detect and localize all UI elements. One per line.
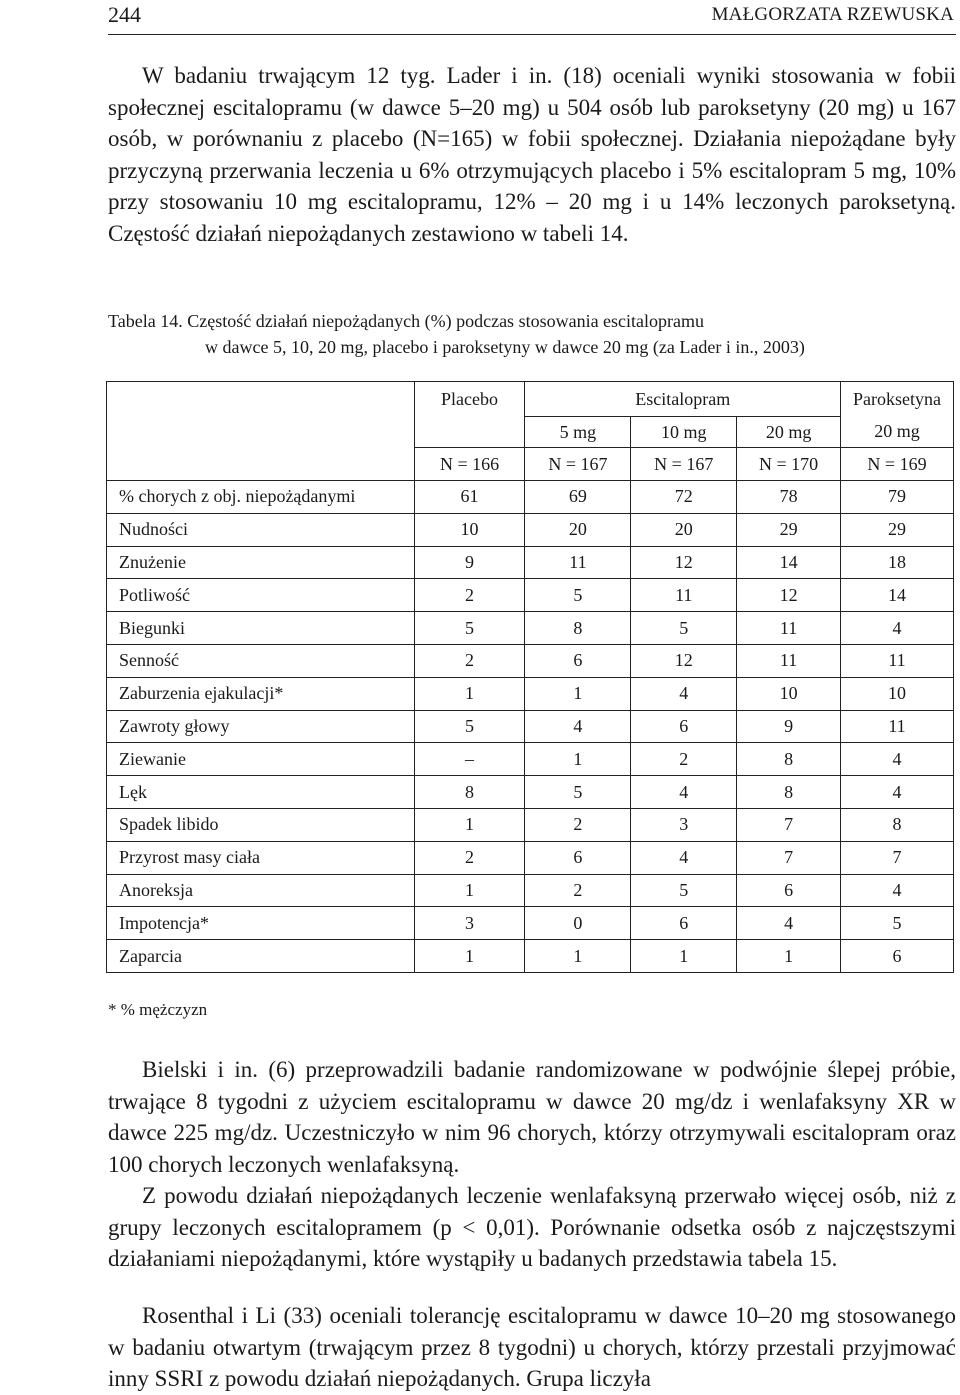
row-value: 4: [631, 776, 737, 809]
header-dose-10: 10 mg: [631, 417, 737, 448]
row-value: 2: [414, 841, 525, 874]
row-label: Senność: [107, 644, 415, 677]
row-value: 10: [841, 677, 954, 710]
table-row: [107, 677, 954, 710]
row-value: 5: [631, 874, 737, 907]
row-value: 11: [737, 644, 841, 677]
header-n-paroxetine: N = 169: [841, 448, 954, 481]
row-value: 14: [841, 579, 954, 612]
row-value: 4: [841, 612, 954, 645]
row-value: 29: [841, 513, 954, 546]
row-value: 1: [525, 940, 631, 973]
row-label: Lęk: [107, 776, 415, 809]
header-paroxetine-dose: 20 mg: [841, 417, 954, 448]
row-value: 11: [841, 710, 954, 743]
row-value: 20: [631, 513, 737, 546]
row-value: 1: [414, 874, 525, 907]
header-placebo: Placebo: [414, 382, 525, 417]
table-row: [107, 808, 954, 841]
row-value: 1: [414, 677, 525, 710]
row-label: Potliwość: [107, 579, 415, 612]
table-row: [107, 940, 954, 973]
row-label: Anoreksja: [107, 874, 415, 907]
row-value: 69: [525, 481, 631, 514]
row-label: Biegunki: [107, 612, 415, 645]
page-number: 244: [108, 2, 141, 27]
row-value: 1: [525, 677, 631, 710]
paragraph-bielski: Bielski i in. (6) przeprowadzili badanie randomizowane w podwójnie ślepej próbie, trwające 8 tygodni z użyciem escitalopramu w dawce 20 mg/dz i wenlafaksyny XR w dawce 225 mg/dz. Uczestniczyło w nim 96 chorych, którzy otrzymywali escitalopram oraz 100 chorych leczonych wenlafaksyną.: [108, 1057, 956, 1177]
row-value: 10: [414, 513, 525, 546]
table-row: [107, 513, 954, 546]
row-value: 2: [631, 743, 737, 776]
table-row: [107, 907, 954, 940]
table-caption-line-2: w dawce 5, 10, 20 mg, placebo i paroksetyny w dawce 20 mg (za Lader i in., 2003): [205, 337, 805, 357]
row-value: 12: [737, 579, 841, 612]
row-value: 6: [525, 644, 631, 677]
row-value: 11: [841, 644, 954, 677]
row-value: 4: [841, 776, 954, 809]
row-value: 4: [631, 677, 737, 710]
table-caption-line-1: Tabela 14. Częstość działań niepożądanych (%) podczas stosowania escitalopramu: [108, 311, 705, 331]
row-value: 1: [525, 743, 631, 776]
table-row: [107, 776, 954, 809]
row-label: Znużenie: [107, 546, 415, 579]
table-row: [107, 546, 954, 579]
row-value: 5: [631, 612, 737, 645]
adverse-effects-table: [106, 381, 954, 973]
row-value: 6: [737, 874, 841, 907]
row-label: Zaburzenia ejakulacji*: [107, 677, 415, 710]
row-value: 5: [414, 710, 525, 743]
running-head: MAŁGORZATA RZEWUSKA: [711, 4, 954, 25]
row-label: % chorych z obj. niepożądanymi: [107, 481, 415, 514]
row-label: Zawroty głowy: [107, 710, 415, 743]
table-body: [107, 481, 954, 973]
row-value: 12: [631, 644, 737, 677]
row-value: 79: [841, 481, 954, 514]
row-value: 8: [525, 612, 631, 645]
row-value: 8: [841, 808, 954, 841]
header-n-5: N = 167: [525, 448, 631, 481]
row-value: 10: [737, 677, 841, 710]
row-label: Przyrost masy ciała: [107, 841, 415, 874]
row-value: 2: [414, 579, 525, 612]
row-value: 6: [525, 841, 631, 874]
table-footnote: * % mężczyzn: [108, 1000, 208, 1019]
row-label: Zaparcia: [107, 940, 415, 973]
header-dose-5: 5 mg: [525, 417, 631, 448]
row-value: 1: [414, 808, 525, 841]
row-value: 2: [525, 808, 631, 841]
row-value: 5: [414, 612, 525, 645]
row-value: 5: [525, 579, 631, 612]
row-value: 8: [737, 776, 841, 809]
row-value: 5: [841, 907, 954, 940]
row-value: 6: [631, 907, 737, 940]
row-value: 72: [631, 481, 737, 514]
page-header: [0, 0, 960, 40]
header-n-placebo: N = 166: [414, 448, 525, 481]
table-row: [107, 481, 954, 514]
table-row: [107, 612, 954, 645]
row-value: 6: [841, 940, 954, 973]
row-value: 12: [631, 546, 737, 579]
row-value: 2: [525, 874, 631, 907]
row-value: 4: [841, 874, 954, 907]
row-label: Ziewanie: [107, 743, 415, 776]
row-value: 29: [737, 513, 841, 546]
row-value: 1: [414, 940, 525, 973]
row-value: 4: [737, 907, 841, 940]
header-n-20: N = 170: [737, 448, 841, 481]
row-value: –: [414, 743, 525, 776]
row-value: 1: [631, 940, 737, 973]
row-value: 8: [737, 743, 841, 776]
row-value: 14: [737, 546, 841, 579]
row-value: 2: [414, 644, 525, 677]
table-corner-cell: [107, 382, 415, 481]
row-value: 7: [737, 841, 841, 874]
header-placebo-dose: [414, 417, 525, 448]
header-paroxetine: Paroksetyna: [841, 382, 954, 417]
header-n-10: N = 167: [631, 448, 737, 481]
table-header-row-1: [107, 382, 954, 417]
row-value: 11: [631, 579, 737, 612]
row-value: 7: [841, 841, 954, 874]
row-value: 9: [737, 710, 841, 743]
row-value: 18: [841, 546, 954, 579]
row-value: 8: [414, 776, 525, 809]
table-row: [107, 644, 954, 677]
header-escitalopram: Escitalopram: [525, 382, 841, 417]
table-row: [107, 743, 954, 776]
row-value: 11: [525, 546, 631, 579]
row-value: 0: [525, 907, 631, 940]
row-value: 4: [525, 710, 631, 743]
table-row: [107, 874, 954, 907]
row-value: 3: [414, 907, 525, 940]
header-dose-20: 20 mg: [737, 417, 841, 448]
row-value: 5: [525, 776, 631, 809]
row-value: 1: [737, 940, 841, 973]
row-value: 4: [631, 841, 737, 874]
row-value: 78: [737, 481, 841, 514]
row-value: 20: [525, 513, 631, 546]
paragraph-withdrawal: Z powodu działań niepożądanych leczenie wenlafaksyną przerwało więcej osób, niż z grupy leczonych escitalopramem (p < 0,01). Porównanie odsetka osób z najczęstszymi działaniami niepożądanymi, które wystąpiły u badanych przedstawia tabela 15.: [108, 1183, 956, 1271]
table-row: [107, 710, 954, 743]
table-row: [107, 579, 954, 612]
row-value: 7: [737, 808, 841, 841]
paragraph-rosenthal: Rosenthal i Li (33) oceniali tolerancję escitalopramu w dawce 10–20 mg stosowanego w badaniu otwartym (trwającym przez 8 tygodni) u chorych, którzy przestali przyjmować inny SSRI z powodu działań niepożądanych. Grupa liczyła: [108, 1303, 956, 1391]
header-rule: [108, 34, 956, 35]
row-label: Nudności: [107, 513, 415, 546]
row-value: 9: [414, 546, 525, 579]
paragraph-intro: W badaniu trwającym 12 tyg. Lader i in. (18) oceniali wyniki stosowania w fobii społecznej escitalopramu (w dawce 5–20 mg) u 504 osób lub paroksetyny (20 mg) u 167 osób, w porównaniu z placebo (N=165) w fobii społecznej. Działania niepożądane były przyczyną przerwania leczenia u 6% otrzymujących placebo i 5% escitalopram 5 mg, 10% przy stosowaniu 10 mg escitalopramu, 12% – 20 mg i u 14% leczonych paroksetyną. Częstość działań niepożądanych zestawiono w tabeli 14.: [108, 63, 956, 246]
row-label: Impotencja*: [107, 907, 415, 940]
row-value: 3: [631, 808, 737, 841]
row-value: 6: [631, 710, 737, 743]
row-label: Spadek libido: [107, 808, 415, 841]
table-row: [107, 841, 954, 874]
row-value: 4: [841, 743, 954, 776]
row-value: 61: [414, 481, 525, 514]
row-value: 11: [737, 612, 841, 645]
table-caption: [108, 308, 956, 360]
